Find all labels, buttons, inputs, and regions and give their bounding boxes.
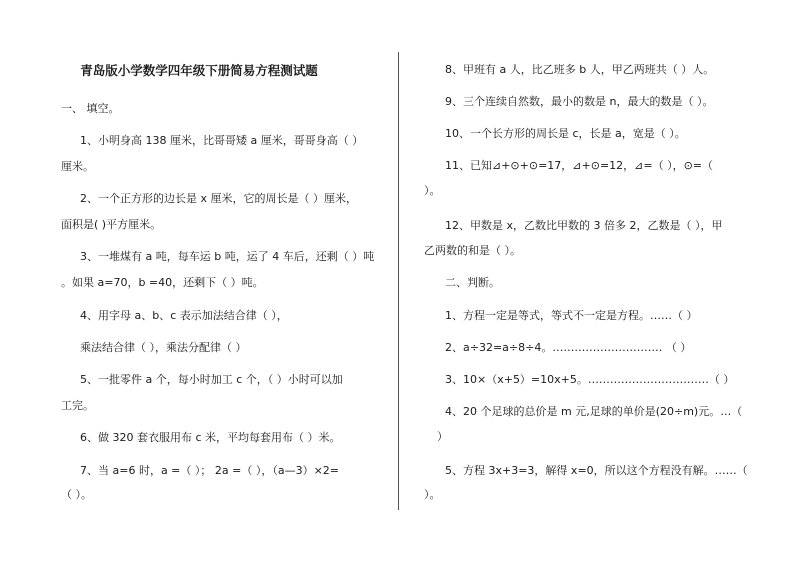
question-3-line2: 。如果 a=70，b =40，还剩下（ ）吨。 bbox=[61, 276, 264, 289]
question-5-line1: 5、一批零件 a 个，每小时加工 c 个，（ ）小时可以加 bbox=[80, 373, 343, 386]
judge-4-line1: 4、20 个足球的总价是 m 元,足球的单价是(20÷m)元。…（ bbox=[445, 405, 743, 418]
question-10-line1: 10、一个长方形的周长是 c，长是 a，宽是（ ）。 bbox=[445, 127, 686, 140]
question-11-line1: 11、已知⊿+⊙+⊙=17，⊿+⊙=12，⊿=（ ），⊙=（ bbox=[445, 159, 714, 172]
question-9-line1: 9、三个连续自然数，最小的数是 n，最大的数是（ ）。 bbox=[445, 95, 714, 108]
column-divider bbox=[398, 52, 399, 510]
section2-heading: 二、判断。 bbox=[445, 276, 500, 289]
question-12-line1: 12、甲数是 x，乙数比甲数的 3 倍多 2，乙数是（ ），甲 bbox=[445, 219, 723, 232]
section1-heading: 一、 填空。 bbox=[61, 102, 120, 115]
judge-4-line2: ） bbox=[437, 430, 448, 443]
judge-5-line1: 5、方程 3x+3=3，解得 x=0，所以这个方程没有解。……（ bbox=[445, 464, 748, 477]
judge-5-line2: ）。 bbox=[424, 488, 441, 501]
question-7-line1: 7、当 a=6 时，a =（ ）； 2a =（ ），（a—3）×2= bbox=[80, 464, 340, 477]
question-5-line2: 工完。 bbox=[61, 399, 94, 412]
question-6-line1: 6、做 320 套衣服用布 c 米，平均每套用布（ ）米。 bbox=[80, 431, 341, 444]
page-title: 青岛版小学数学四年级下册简易方程测试题 bbox=[80, 63, 318, 78]
judge-3-line1: 3、10×（x+5）=10x+5。……………………………（ ） bbox=[445, 373, 735, 386]
question-11-line2: ）。 bbox=[424, 184, 441, 197]
question-4-line2: 乘法结合律（ ），乘法分配律（ ） bbox=[80, 341, 247, 354]
judge-2-line1: 2、a÷32=a÷8÷4。………………………… （ ） bbox=[445, 341, 692, 354]
question-7-line2: （ ）。 bbox=[61, 488, 92, 501]
question-1-line1: 1、小明身高 138 厘米，比哥哥矮 a 厘米，哥哥身高（ ） bbox=[80, 134, 364, 147]
question-2-line1: 2、一个正方形的边长是 x 厘米，它的周长是（ ）厘米， bbox=[80, 192, 357, 205]
question-1-line2: 厘米。 bbox=[61, 160, 94, 173]
question-8-line1: 8、甲班有 a 人，比乙班多 b 人，甲乙两班共（ ）人。 bbox=[445, 63, 715, 76]
question-4-line1: 4、用字母 a、b、c 表示加法结合律（ ）， bbox=[80, 309, 288, 322]
judge-1-line1: 1、方程一定是等式，等式不一定是方程。……（ ） bbox=[445, 309, 698, 322]
question-12-line2: 乙两数的和是（ ）。 bbox=[424, 244, 521, 257]
question-3-line1: 3、一堆煤有 a 吨，每车运 b 吨，运了 4 车后，还剩（ ）吨 bbox=[80, 250, 375, 263]
question-2-line2: 面积是( )平方厘米。 bbox=[61, 218, 162, 231]
